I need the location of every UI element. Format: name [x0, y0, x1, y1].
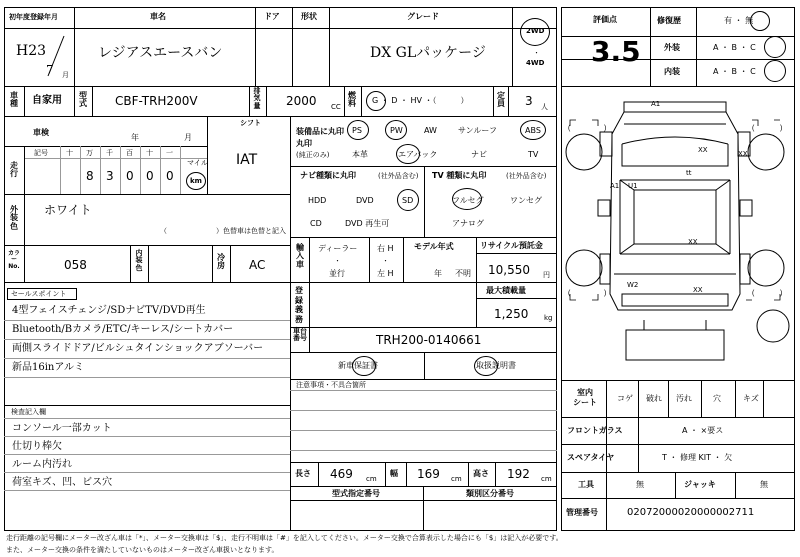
- mileage-header-2: 万: [86, 149, 93, 157]
- exterior-options: A ・ B ・ C: [713, 43, 756, 52]
- load-label: 最大積載量: [486, 286, 526, 295]
- length-label: 長さ: [295, 469, 311, 478]
- interior-options: A ・ B ・ C: [713, 67, 756, 76]
- footer-line-2: また、メーター交換の条件を満たしていないものはメーター改ざん車扱いとなります。: [6, 546, 279, 554]
- spare-wheel-icon: [757, 310, 789, 342]
- equipment-label: 装備品に丸印: [296, 127, 344, 136]
- grade-label: グレード: [407, 12, 439, 21]
- selling-point-1: 4型フェイスチェンジ/SDナビTV/DVD再生: [12, 305, 206, 316]
- recycle-unit: 円: [543, 271, 550, 279]
- spare-options: T ・ 修理 KIT ・ 欠: [662, 453, 733, 462]
- svg-text:): ): [780, 290, 783, 297]
- equip-ps: PS: [352, 126, 362, 135]
- jack-value: 無: [760, 480, 768, 489]
- equipment-sub: (純正のみ): [296, 151, 330, 159]
- door-label: ドア: [264, 12, 280, 21]
- shaken-label: 車検: [33, 128, 49, 137]
- equip-navi: ナビ: [471, 150, 487, 159]
- footer-line-1: 走行距離の記号欄にメーター改ざん車は「*」、メーター交換車は「$」、走行不明車は「#」を記入してください。メーター交換で合算表示した場合にも「$」は記入が必要です。: [6, 534, 563, 542]
- type-number-label: 型式指定番号: [332, 489, 380, 498]
- mileage-digit-juu: 0: [146, 169, 154, 183]
- tv-sub: (社外品含む): [506, 172, 547, 180]
- tv-label: TV 種類に丸印: [432, 171, 487, 180]
- wheel-rear-right-icon: [748, 250, 784, 286]
- inspector-line-2: 仕切り棒欠: [12, 441, 62, 452]
- selling-point-3: 両側スライドドア/ビルシュタインショックアブソーバー: [12, 343, 264, 354]
- mileage-digit-ichi: 0: [166, 169, 174, 183]
- import-parallel: 並行: [329, 269, 345, 278]
- color-note: （ ）色替車は色替と記入: [160, 227, 286, 235]
- equip-aw: AW: [424, 126, 437, 135]
- car-name-value: レジアスエースバン: [98, 45, 223, 61]
- ac-label: 冷 房: [217, 253, 225, 271]
- tv-oneseg: ワンセグ: [510, 196, 542, 205]
- model-value: CBF-TRH200V: [115, 94, 198, 108]
- import-rh: 右 H: [377, 244, 394, 253]
- car-outline-icon: [598, 102, 752, 360]
- navi-label: ナビ種類に丸印: [300, 171, 356, 180]
- navi-dvd: DVD: [356, 196, 374, 205]
- chassis-value: TRH200-0140661: [376, 333, 482, 347]
- selling-point-4: 新品16inアルミ: [12, 362, 84, 373]
- navi-sd: SD: [402, 196, 414, 205]
- diagram-mark-xx-4: XX: [693, 286, 703, 294]
- inspector-line-3: ルーム内汚れ: [12, 459, 72, 470]
- shift-label: シフト: [240, 119, 261, 127]
- wheel-front-right-icon: [748, 134, 784, 170]
- interior-c-circle: [764, 60, 786, 82]
- class-number-label: 類別区分番号: [466, 489, 514, 498]
- interior-color-label: 内 装 色: [135, 249, 143, 272]
- diagram-mark-xx-3: XX: [688, 238, 698, 246]
- diagram-mark-a1-side: A1: [610, 182, 620, 190]
- shift-value: IAT: [236, 152, 258, 168]
- diagram-mark-xx-2: XX: [738, 150, 748, 158]
- diagram-mark-xx-1: XX: [698, 146, 708, 154]
- year-label: 初年度登録年月: [9, 13, 58, 21]
- selling-points-label: セールスポイント: [11, 290, 67, 298]
- glass-options: A ・ ×要ス: [682, 426, 724, 435]
- name-label: 車名: [150, 12, 166, 21]
- mileage-header-6: 一: [166, 149, 173, 157]
- drive-4wd: 4WD: [526, 59, 545, 67]
- seat-option-dirt: 汚れ: [676, 394, 692, 403]
- mile-label: マイル: [187, 159, 208, 167]
- shaken-year-unit: 年: [131, 133, 139, 142]
- shape-label: 形状: [301, 12, 317, 21]
- exterior-label: 外装: [664, 43, 680, 52]
- exterior-color-value: ホワイト: [44, 203, 92, 217]
- inspector-line-1: コンソール一部カット: [12, 423, 112, 434]
- usage-value: 自家用: [32, 95, 62, 106]
- equip-pw: PW: [390, 126, 403, 135]
- svg-text:): ): [604, 125, 607, 132]
- ac-value: AC: [249, 258, 266, 272]
- import-dealer: ディーラー: [318, 244, 358, 253]
- seat-option-burn: コゲ: [617, 394, 633, 403]
- navi-hdd: HDD: [308, 196, 327, 205]
- model-year-label: モデル年式: [414, 242, 454, 251]
- width-label: 幅: [390, 469, 398, 478]
- length-value: 469: [330, 467, 353, 481]
- tv-analog: アナログ: [452, 219, 484, 228]
- repair-options: 有 ・ 無: [724, 16, 754, 25]
- inspector-line-4: 荷室キズ、凹、ビス穴: [12, 477, 113, 488]
- wheel-rear-left-icon: [566, 250, 602, 286]
- svg-text:(: (: [568, 290, 571, 297]
- shaken-month-unit: 月: [184, 133, 192, 142]
- svg-text:): ): [604, 290, 607, 297]
- selling-point-2: Bluetooth/Bカメラ/ETC/キーレス/シートカバー: [12, 324, 234, 335]
- mileage-header-1: 十: [66, 149, 73, 157]
- grade-value: DX GLパッケージ: [370, 45, 486, 61]
- navi-cd: CD: [310, 219, 322, 228]
- length-unit: cm: [366, 475, 377, 483]
- drive-2wd: 2WD: [526, 27, 545, 35]
- manual-label: 取扱説明書: [476, 361, 516, 370]
- recycle-value: 10,550: [488, 263, 530, 277]
- seat-option-hole: 穴: [713, 394, 721, 403]
- model-year-unknown: 不明: [455, 269, 471, 278]
- mileage-digit-sen: 3: [106, 169, 114, 183]
- mgmt-value: 02072000020000002711: [627, 507, 755, 518]
- import-label: 輸 入 車: [296, 243, 304, 269]
- mileage-label: 走 行: [10, 161, 18, 179]
- month-value: 7: [46, 63, 54, 77]
- import-dot-2: ・: [382, 257, 389, 265]
- capacity-unit: 人: [541, 103, 548, 111]
- month-unit: 月: [62, 71, 69, 79]
- warranty-label: 新車保証書: [338, 361, 378, 370]
- repair-none-circle: [750, 11, 770, 31]
- score-label: 評価点: [593, 15, 617, 24]
- diagram-mark-w2: W2: [627, 281, 639, 289]
- glass-label: フロントガラス: [567, 426, 623, 435]
- capacity-value: 3: [525, 94, 533, 108]
- notes-label: 注意事項・不具合箇所: [296, 381, 366, 389]
- equip-sunroof: サンルーフ: [458, 126, 497, 135]
- color-code-value: 058: [64, 258, 87, 272]
- km-label: km: [190, 177, 202, 185]
- mgmt-label: 管理番号: [566, 508, 598, 517]
- import-dot-1: ・: [334, 257, 341, 265]
- exterior-color-label: 外 装 色: [10, 205, 18, 231]
- equip-tv: TV: [528, 150, 539, 159]
- recycle-label: リサイクル預託金: [480, 241, 543, 250]
- width-value: 169: [417, 467, 440, 481]
- displacement-value: 2000: [286, 94, 317, 108]
- score-value: 3.5: [591, 35, 641, 68]
- spare-label: スペアタイヤ: [567, 453, 615, 462]
- equip-abs: ABS: [525, 126, 541, 135]
- registration-label: 登 録 義 務: [295, 286, 303, 324]
- diagram-mark-a1-top: A1: [651, 100, 661, 108]
- mileage-header-4: 百: [126, 149, 133, 157]
- mileage-digit-hyaku: 0: [126, 169, 134, 183]
- model-label: 型 式: [79, 91, 87, 109]
- svg-text:(: (: [752, 125, 755, 132]
- height-label: 高さ: [473, 469, 489, 478]
- tools-label: 工具: [578, 480, 594, 489]
- drive-dot: ・: [533, 49, 540, 57]
- wheel-front-left-icon: [566, 134, 602, 170]
- navi-sub: (社外品含む): [378, 172, 419, 180]
- car-damage-diagram: [564, 94, 792, 378]
- tools-value: 無: [636, 480, 644, 489]
- equip-leather: 本革: [352, 150, 368, 159]
- model-year-unit: 年: [434, 269, 442, 278]
- tv-fullseg: フルセグ: [452, 196, 484, 205]
- color-code-label: カラー No.: [7, 250, 20, 270]
- repair-label: 修復歴: [657, 16, 681, 25]
- displacement-unit: CC: [331, 103, 341, 111]
- diagram-mark-u1: U1: [628, 182, 638, 190]
- inspector-label: 検査記入欄: [11, 408, 46, 416]
- seat-option-scratch: キズ: [743, 394, 759, 403]
- chassis-label: 車台 番号: [293, 327, 307, 343]
- mileage-header-3: 千: [106, 149, 113, 157]
- era-year-value: H23: [16, 43, 47, 59]
- navi-dvd-play: DVD 再生可: [345, 219, 390, 228]
- fuel-label: 燃 料: [348, 91, 356, 109]
- load-value: 1,250: [494, 307, 529, 321]
- equipment-label-2: 丸印: [296, 139, 312, 148]
- seat-label: 室内 シート: [573, 388, 597, 407]
- import-lh: 左 H: [377, 269, 394, 278]
- mileage-digit-man: 8: [86, 169, 94, 183]
- interior-label: 内装: [664, 67, 680, 76]
- width-unit: cm: [451, 475, 462, 483]
- usage-label: 車 種: [10, 91, 18, 109]
- height-value: 192: [507, 467, 530, 481]
- svg-text:(: (: [752, 290, 755, 297]
- jack-label: ジャッキ: [684, 480, 716, 489]
- exterior-c-circle: [764, 36, 786, 58]
- capacity-label: 定 員: [497, 91, 505, 109]
- mileage-header-0: 記号: [34, 149, 48, 157]
- load-unit: kg: [544, 314, 553, 322]
- diagram-mark-tt: tt: [686, 169, 692, 177]
- fuel-options: G ・ D ・ HV ・（ ）: [372, 96, 469, 105]
- svg-text:): ): [780, 125, 783, 132]
- mileage-header-5: 十: [146, 149, 153, 157]
- seat-option-tear: 破れ: [646, 394, 662, 403]
- displacement-label: 排 気 量: [253, 87, 261, 110]
- equip-airbag: エアバック: [398, 150, 438, 159]
- height-unit: cm: [541, 475, 552, 483]
- svg-text:(: (: [568, 125, 571, 132]
